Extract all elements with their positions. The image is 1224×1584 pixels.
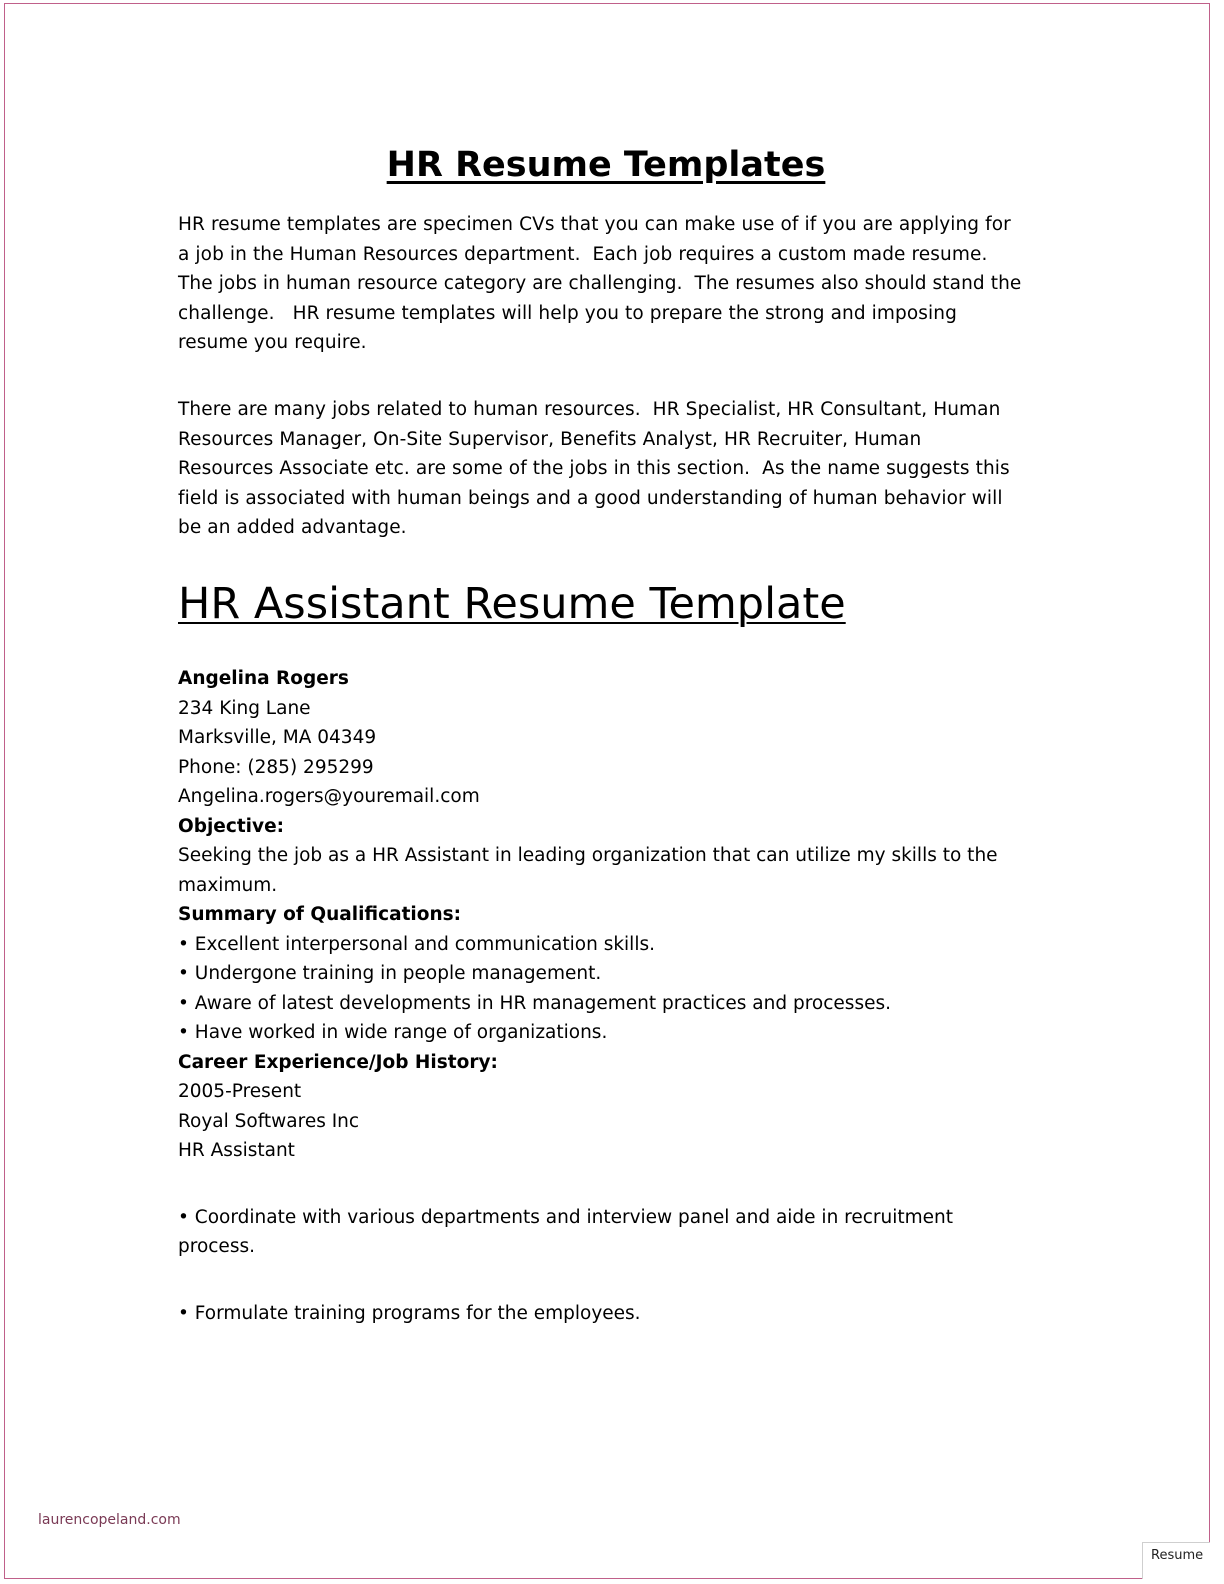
intro-line: HR resume templates are specimen CVs that you can make use of if you are applying for: [178, 214, 1011, 235]
objective-heading: Objective:: [178, 815, 285, 837]
resume-name: Angelina Rogers: [178, 668, 349, 689]
jobs-line: be an added advantage.: [178, 517, 407, 538]
duty-line: process.: [178, 1236, 255, 1257]
summary-item: • Aware of latest developments in HR management practices and processes.: [178, 992, 891, 1014]
duty-line: • Formulate training programs for the employees.: [178, 1302, 641, 1324]
career-heading: Career Experience/Job History:: [178, 1051, 498, 1073]
spacer: [178, 1262, 1058, 1299]
corner-tab: [1142, 1542, 1210, 1579]
spacer: [178, 1166, 1058, 1203]
corner-label: Resume: [1151, 1548, 1204, 1563]
intro-line: resume you require.: [178, 332, 367, 353]
objective-line: Seeking the job as a HR Assistant in leading organization that can utilize my skills to the: [178, 845, 998, 866]
email-line: Angelina.rogers@youremail.com: [178, 786, 480, 807]
resume-body: [178, 664, 1058, 1328]
duty-line: • Coordinate with various departments and interview panel and aide in recruitment: [178, 1206, 954, 1228]
section-title: HR Assistant Resume Template: [178, 579, 846, 629]
jobs-line: Resources Manager, On-Site Supervisor, Benefits Analyst, HR Recruiter, Human: [178, 428, 922, 450]
watermark-text: laurencopeland.com: [38, 1512, 181, 1528]
jobs-line: field is associated with human beings and a good understanding of human behavior will: [178, 487, 1003, 509]
intro-line: a job in the Human Resources department. Each job requires a custom made resume.: [178, 243, 988, 265]
jobs-line: There are many jobs related to human resources. HR Specialist, HR Consultant, Human: [178, 399, 1001, 420]
objective-line: maximum.: [178, 874, 278, 896]
phone-line: Phone: (285) 295299: [178, 756, 374, 778]
address-line: 234 King Lane: [178, 697, 311, 719]
intro-line: challenge. HR resume templates will help you to prepare the strong and imposing: [178, 302, 957, 324]
summary-item: • Have worked in wide range of organizations.: [178, 1022, 608, 1043]
career-role: HR Assistant: [178, 1140, 295, 1161]
career-period: 2005-Present: [178, 1081, 302, 1102]
address-line: Marksville, MA 04349: [178, 727, 377, 748]
career-company: Royal Softwares Inc: [178, 1110, 360, 1132]
summary-item: • Excellent interpersonal and communication skills.: [178, 933, 655, 955]
intro-line: The jobs in human resource category are challenging. The resumes also should stand the: [178, 273, 1022, 294]
jobs-line: Resources Associate etc. are some of the jobs in this section. As the name suggests this: [178, 458, 1010, 479]
summary-heading: Summary of Qualifications:: [178, 904, 462, 925]
intro-paragraph: [178, 210, 1058, 358]
summary-item: • Undergone training in people management.: [178, 963, 602, 984]
jobs-paragraph: [178, 395, 1058, 543]
page-title: HR Resume Templates: [386, 145, 826, 185]
